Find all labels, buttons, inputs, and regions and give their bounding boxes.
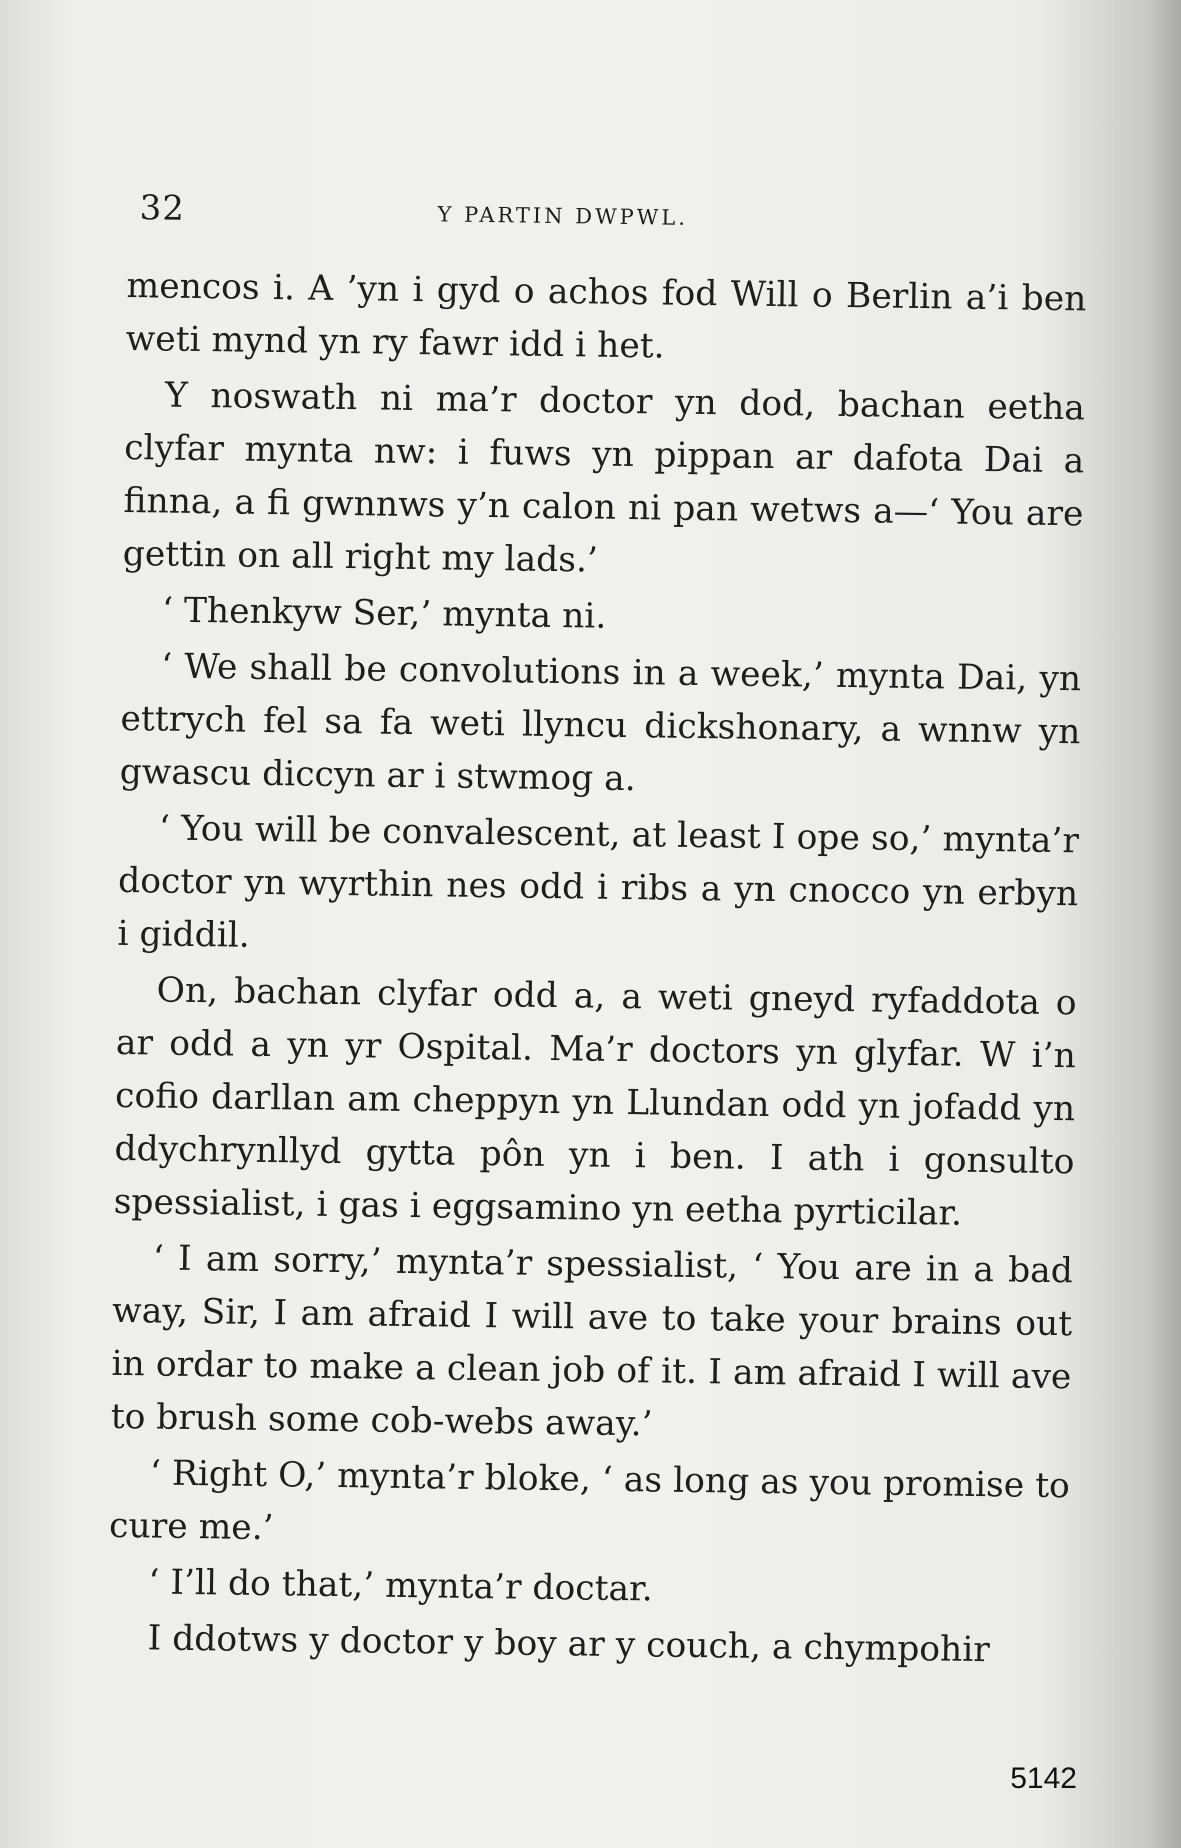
archive-number: 5142 [1010,1762,1077,1795]
paragraph: mencos i. A ’yn i gyd o achos fod Will o Berlin a’i ben weti mynd yn ry fawr idd i het. [125,265,1087,367]
text-block [107,180,1088,1681]
paragraph: ‘ Right O,’ mynta’r bloke, ‘ as long as you promise to cure me.’ [108,1453,1071,1549]
paragraph: On, bachan clyfar odd a, a weti gneyd ryfaddota o ar odd a yn yr Ospital. Ma’r doctors yn glyfar. W i’n cofio darllan am cheppyn yn Llundan odd yn jofadd yn ddychrynllyd gytta pôn yn i ben. I ath i gonsulto spessialist, i gas i eggsamino yn eetha pyrticilar. [113,970,1077,1234]
paragraph: ‘ I am sorry,’ mynta’r spessialist, ‘ You are in a bad way, Sir, I am afraid I will ave to take your brains out in ordar to make a clean job of it. I am afraid I will ave to brush some cob-webs away.’ [110,1238,1074,1445]
paragraph: Y noswath ni ma’r doctor yn dod, bachan eetha clyfar mynta nw: i fuws yn pippan ar dafota Dai a finna, a fi gwnnws y’n calon ni pan wetws a—‘ You are gettin on all right my lads.’ [122,375,1086,581]
running-title: Y PARTIN DWPWL. [437,202,689,230]
paragraph: ‘ We shall be convolutions in a week,’ mynta Dai, yn ettrych fel sa fa weti llyncu dickshonary, a wnnw yn gwascu diccyn ar i stwmog a. [119,646,1082,800]
paragraph: I ddotws y doctor y boy ar y couch, a chympohir [147,1618,991,1671]
running-head [127,180,1088,263]
paragraph: ‘ You will be convalescent, at least I ope so,’ mynta’r doctor yn wyrthin nes odd i ribs a yn cnocco yn erbyn i giddil. [117,808,1080,956]
page-number: 32 [139,188,186,229]
paragraph: ‘ I’ll do that,’ mynta’r doctar. [148,1562,654,1610]
paragraph: ‘ Thenkyw Ser,’ mynta ni. [161,590,607,637]
